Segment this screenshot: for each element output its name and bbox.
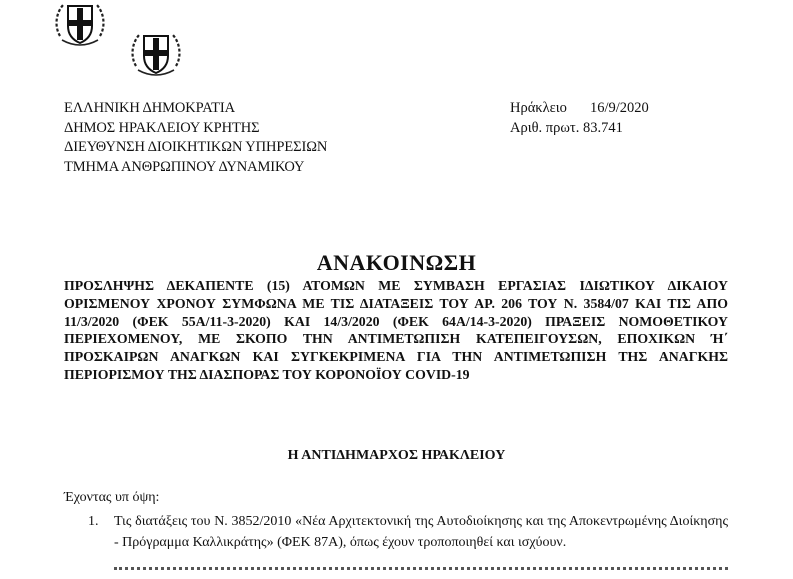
header-line: ΔΙΕΥΘΥΝΣΗ ΔΙΟΙΚΗΤΙΚΩΝ ΥΠΗΡΕΣΙΩΝ [64, 139, 328, 155]
coat-of-arms-icon [52, 0, 108, 52]
issuer-title: Η ΑΝΤΙΔΗΜΑΡΧΟΣ ΗΡΑΚΛΕΙΟΥ [287, 448, 506, 463]
place-label: Ηράκλειο [510, 100, 567, 116]
issuer-header [64, 99, 327, 177]
preamble: Έχοντας υπ όψη: [64, 490, 160, 505]
document-title: ΑΝΑΚΟΙΝΩΣΗ [316, 250, 477, 275]
list-item-number: 1. [88, 514, 99, 529]
date-protocol-block [510, 99, 649, 138]
header-line: ΕΛΛΗΝΙΚΗ ΔΗΜΟΚΡΑΤΙΑ [64, 100, 235, 116]
header-line: ΤΜΗΜΑ ΑΝΘΡΩΠΙΝΟΥ ΔΥΝΑΜΙΚΟΥ [64, 158, 305, 175]
date-value: 16/9/2020 [590, 100, 649, 116]
list-item-text: Τις διατάξεις του Ν. 3852/2010 «Νέα Αρχιτεκτονική της Αυτοδιοίκησης και της Αποκεντρωμένης Διοίκησης - Πρόγραμμα Καλλικράτης» (ΦΕΚ 87Α), όπως έχουν τροποποιηθεί και ισχύουν. [114, 514, 728, 550]
document-subject: ΠΡΟΣΛΗΨΗΣ ΔΕΚΑΠΕΝΤΕ (15) ΑΤΟΜΩΝ ΜΕ ΣΥΜΒΑΣΗ ΕΡΓΑΣΙΑΣ ΙΔΙΩΤΙΚΟΥ ΔΙΚΑΙΟΥ ΟΡΙΣΜΕΝΟΥ ΧΡΟΝΟΥ ΣΥΜΦΩΝΑ ΜΕ ΤΙΣ ΔΙΑΤΑΞΕΙΣ ΤΟΥ ΑΡ. 206 ΤΟΥ Ν. 3584/07 ΚΑΙ ΤΙΣ ΑΠΟ 11/3/2020 (ΦΕΚ 55Α/11-3-2020) ΚΑΙ 14/3/2020 (ΦΕΚ 64Α/14-3-2020) ΠΡΑΞΕΙΣ ΝΟΜΟΘΕΤΙΚΟΥ ΠΕΡΙΕΧΟΜΕΝΟΥ, ΜΕ ΣΚΟΠΟ ΤΗΝ ΑΝΤΙΜΕΤΩΠΙΣΗ ΚΑΤΕΠΕΙΓΟΥΣΩΝ, ΕΠΟΧΙΚΩΝ Ή΄ ΠΡΟΣΚΑΙΡΩΝ ΑΝΑΓΚΩΝ ΚΑΙ ΣΥΓΚΕΚΡΙΜΕΝΑ ΓΙΑ ΤΗΝ ΑΝΤΙΜΕΤΩΠΙΣΗ ΤΗΣ ΑΝΑΓΚΗΣ ΠΕΡΙΟΡΙΣΜΟΥ ΤΗΣ ΔΙΑΣΠΟΡΑΣ ΤΟΥ ΚΟΡΟΝΟΪΟΥ COVID-19 [64, 278, 728, 382]
cut-off-line [88, 561, 728, 573]
protocol-number: Αριθ. πρωτ. 83.741 [510, 119, 623, 136]
list-item [88, 511, 728, 553]
considerations-list [88, 511, 728, 573]
header-line: ΔΗΜΟΣ ΗΡΑΚΛΕΙΟΥ ΚΡΗΤΗΣ [64, 119, 260, 136]
coat-of-arms-icon [128, 26, 184, 82]
